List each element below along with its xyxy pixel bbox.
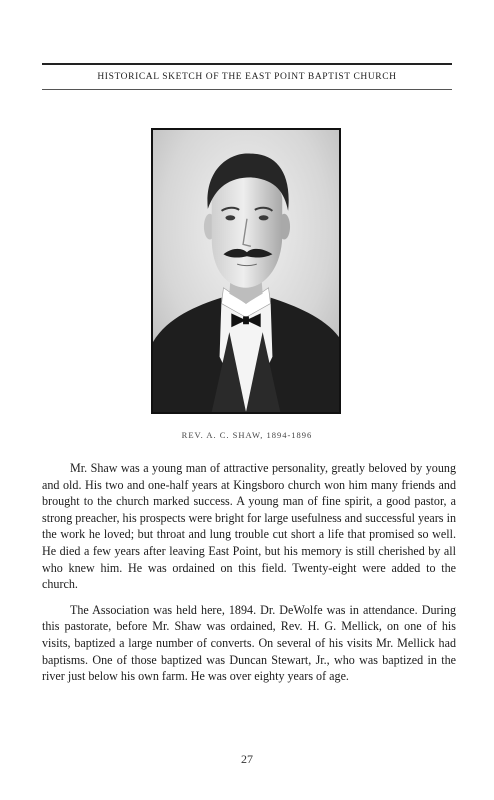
portrait-photo bbox=[151, 128, 341, 414]
page-number: 27 bbox=[241, 752, 253, 766]
paragraph: Mr. Shaw was a young man of attractive personality, greatly beloved by young and old. His two and one-half years at Kingsboro church won him many friends and brought to the church marked success. A young man of fine spirit, a good pastor, a strong preacher, his prospects were bright for large usefulness and successful years in the work he loved; but throat and lung trouble cut short a life that promised so well. He died a few years after leaving East Point, but his memory is still cherished by all who knew him. He was ordained on this field. Twenty-eight were added to the church. bbox=[42, 461, 456, 592]
header-rule-top bbox=[42, 63, 452, 65]
paragraph: The Association was held here, 1894. Dr. DeWolfe was in attendance. During this pastorate, before Mr. Shaw was ordained, Rev. H. G. Mellick, on one of his visits, baptized a large number of converts. On several of his visits Mr. Mellick had baptisms. One of those baptized was Duncan Stewart, Jr., who was baptized in the river just below his own farm. He was over eighty years of age. bbox=[42, 602, 456, 684]
header-rule-bottom bbox=[42, 89, 452, 90]
photo-caption: REV. A. C. SHAW, 1894-1896 bbox=[181, 430, 313, 440]
running-head: HISTORICAL SKETCH OF THE EAST POINT BAPTIST CHURCH bbox=[97, 72, 397, 82]
body-text bbox=[42, 460, 456, 694]
portrait-illustration bbox=[153, 130, 339, 412]
